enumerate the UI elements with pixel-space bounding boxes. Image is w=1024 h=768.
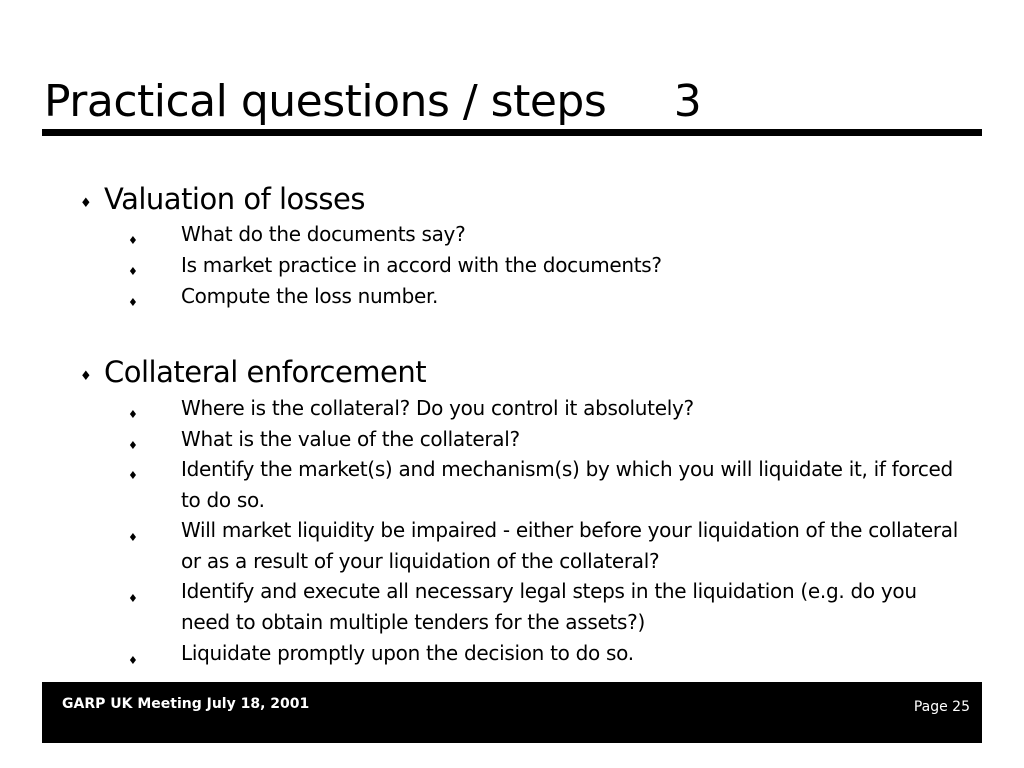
footer-meeting-label: GARP UK Meeting July 18, 2001 — [62, 696, 310, 712]
diamond-bullet-icon: ♦ — [128, 234, 138, 247]
diamond-bullet-icon: ♦ — [128, 408, 138, 421]
diamond-bullet-icon: ♦ — [128, 592, 138, 605]
list-item: Where is the collateral? Do you control it absolutely? — [181, 396, 694, 420]
diamond-bullet-icon: ♦ — [80, 196, 92, 211]
page-number: Page 25 — [913, 699, 970, 715]
list-item: Liquidate promptly upon the decision to do so. — [181, 641, 634, 665]
list-item: What is the value of the collateral? — [181, 427, 520, 451]
section-heading: Collateral enforcement — [104, 355, 427, 389]
diamond-bullet-icon: ♦ — [128, 469, 138, 482]
diamond-bullet-icon: ♦ — [128, 654, 138, 667]
footer-bar — [42, 682, 982, 743]
diamond-bullet-icon: ♦ — [128, 531, 138, 544]
slide-title: Practical questions / steps 3 — [44, 76, 702, 127]
diamond-bullet-icon: ♦ — [128, 265, 138, 278]
list-item: Identify the market(s) and mechanism(s) by which you will liquidate it, if forced to do so. — [181, 457, 953, 512]
diamond-bullet-icon: ♦ — [128, 439, 138, 452]
list-item: Is market practice in accord with the documents? — [181, 253, 662, 277]
list-item: What do the documents say? — [181, 222, 466, 246]
list-item: Identify and execute all necessary legal steps in the liquidation (e.g. do you need to obtain multiple tenders for the assets?) — [181, 579, 917, 634]
title-underline — [42, 129, 982, 136]
list-item: Compute the loss number. — [181, 284, 439, 308]
diamond-bullet-icon: ♦ — [128, 296, 138, 309]
section-heading: Valuation of losses — [104, 182, 365, 216]
diamond-bullet-icon: ♦ — [80, 369, 92, 384]
list-item: Will market liquidity be impaired - either before your liquidation of the collateral or as a result of your liquidation of the collateral? — [181, 518, 959, 573]
